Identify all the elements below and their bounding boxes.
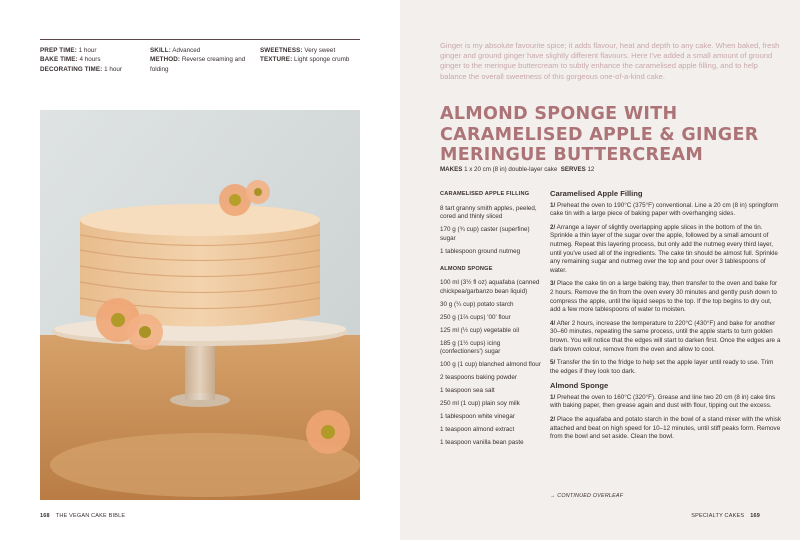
right-footer [691,513,760,519]
cake-photo [40,110,360,500]
prep-time: PREP TIME: 1 hour [40,47,97,54]
sweetness: SWEETNESS: Very sweet [260,47,336,54]
cake-illustration [40,110,360,500]
ingredient-item: 1 teaspoon sea salt [440,387,495,395]
ingredient-item: 170 g (¾ cup) caster (superfine) sugar [440,226,530,242]
meta-column-skill [150,46,260,74]
yield-line: MAKES 1 x 20 cm (8 in) double-layer cake SERVES 12 [440,166,595,173]
method-apple-heading: Caramelised Apple Filling [550,189,643,198]
section-name: SPECIALTY CAKES [691,513,745,519]
ingredient-item: 1 tablespoon ground nutmeg [440,247,521,255]
skill: SKILL: Advanced [150,47,201,54]
left-footer [40,513,125,519]
method-step: 2/ Arrange a layer of slightly overlapping apple slices in the bottom of the tin. Sprinkle a thin layer of the sugar over the apple, followed by a small amount of nutmeg. Repeat this layering process, but only add the nutmeg every third layer, until you've used all of the ingredients. The cake tin should be almost full. Sprinkle any remaining sugar and nutmeg over the top and pour over 3 tablespoons of water. [550,223,778,274]
ingredients-sponge-heading: ALMOND SPONGE [440,265,493,272]
ingredient-item: 185 g (1½ cups) icing (confectioners') sugar [440,339,501,356]
ingredients-apple-heading: CARAMELISED APPLE FILLING [440,191,530,197]
flower-bottom [306,410,350,454]
method-step: 2/ Place the aquafaba and potato starch in the bowl of a stand mixer with the whisk attached and beat on high speed for 10–12 minutes, until stiff peaks form. Remove from the bowl and set aside. Clean the bowl. [550,416,782,441]
decorating-time: DECORATING TIME: 1 hour [40,65,122,73]
right-page-number: 169 [750,513,760,519]
ingredient-item: 250 g (1⅔ cups) '00' flour [440,313,511,321]
book-title: THE VEGAN CAKE BIBLE [55,513,126,519]
continued-note: → CONTINUED OVERLEAF [550,493,624,499]
ingredient-item: 1 teaspoon vanilla bean paste [440,439,524,447]
ingredient-item: 2 teaspoons baking powder [440,374,518,382]
recipe-intro: Ginger is my absolute favourite spice; it adds flavour, heat and depth to any cake. When baked, fresh ginger and ground ginger have slightly different flavours. Here I've added a small amount of ground ginger to the meringue buttercream to subtly enhance the caramelised apple filling, and to help balance the overall sweetness of this gorgeous one-of-a-kind cake. [440,41,780,81]
ingredient-item: 8 tart granny smith apples, peeled, cored and thinly sliced [440,204,537,221]
bake-time: BAKE TIME: 4 hours [40,56,101,64]
right-page [400,0,800,540]
left-page-number: 168 [40,513,50,519]
ingredient-item: 125 ml (½ cup) vegetable oil [440,326,520,334]
method-step: 4/ After 2 hours, increase the temperature to 220°C (430°F) and bake for another 30–60 minutes, repeating the same process, until the apple starts to turn golden brown. You will notice that the edges will start to darken first. Once the edges are a dark brown colour, remove from the oven and allow to cool. [550,319,781,353]
meta-column-taste [260,46,370,74]
texture: TEXTURE: Light sponge crumb [260,56,350,64]
recipe-title: ALMOND SPONGE WITH CARAMELISED APPLE & GINGER MERINGUE BUTTERCREAM [440,104,759,165]
ingredient-item: 100 g (1 cup) blanched almond flour [440,361,541,369]
ingredients-column [440,190,544,452]
method-column [550,190,782,447]
method-step: 3/ Place the cake tin on a large baking tray, then transfer to the oven and bake for 2 hours. Remove the tin from the oven every 30 minutes and gently push down to compress the apple, until the liquid seeps to the top. If the top begins to dry out, add a few more tablespoons of water to moisten. [550,280,778,314]
meta-divider [40,39,360,40]
ingredient-item: 1 teaspoon almond extract [440,426,515,434]
method-type: METHOD: Reverse creaming and folding [150,56,246,73]
method-step: 1/ Preheat the oven to 190°C (375°F) conventional. Line a 20 cm (8 in) springform cake tin with a large piece of baking paper with overhanging sides. [550,201,779,218]
recipe-meta [40,46,370,74]
ingredient-item: 30 g (¼ cup) potato starch [440,300,514,308]
method-step: 5/ Transfer the tin to the fridge to help set the apple layer until ready to use. Trim the edges if they look too dark. [550,359,774,375]
ingredient-item: 100 ml (3½ fl oz) aquafaba (canned chickpea/garbanzo bean liquid) [440,279,540,295]
ingredient-item: 1 tablespoon white vinegar [440,413,515,421]
meta-column-times [40,46,150,74]
method-sponge-heading: Almond Sponge [550,381,609,391]
method-step: 1/ Preheat the oven to 160°C (320°F). Grease and line two 20 cm (8 in) cake tins with baking paper, then grease again and dust with flour, tipping out the excess. [550,393,776,410]
ingredient-item: 250 ml (1 cup) plain soy milk [440,400,520,408]
